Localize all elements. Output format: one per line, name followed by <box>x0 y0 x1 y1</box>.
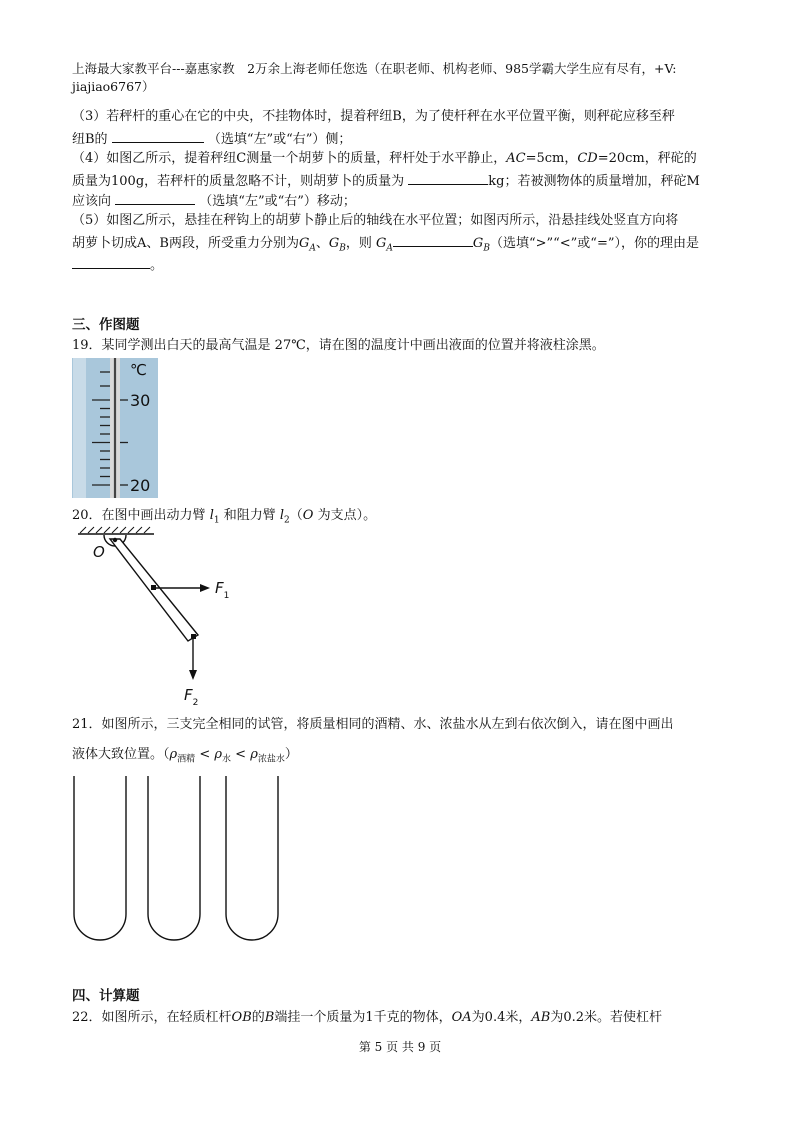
q18-text: 应该向 <box>72 194 112 209</box>
q18-text: =20cm，秤砣的 <box>597 151 697 166</box>
pivot-label: O <box>93 543 105 561</box>
q18-sub: B <box>339 243 346 254</box>
q20-text: （ <box>289 508 303 523</box>
q20-var: l <box>279 508 285 523</box>
q22-text: 为0.4米， <box>471 1010 532 1025</box>
rho-sub: 酒精 <box>177 754 196 765</box>
pivot-point[interactable] <box>113 538 117 542</box>
ceiling-hatch <box>80 527 150 533</box>
q18-sub: A <box>309 243 316 254</box>
scale-label-top: 30 <box>130 391 151 410</box>
page-header-line1: 上海最大家教平台---嘉惠家教 2万余上海老师任您选（在职老师、机构老师、985学霸大学生应有尽有，+V: <box>72 61 677 76</box>
answer-blank[interactable] <box>393 232 473 247</box>
q22-var: B <box>264 1010 275 1025</box>
q22-text: 为0.2米。若使杠杆 <box>550 1010 662 1025</box>
q18-part4-line3 <box>72 190 730 211</box>
q22-text: 的 <box>251 1010 265 1025</box>
answer-blank[interactable] <box>72 254 150 269</box>
q18-sub: A <box>386 243 393 254</box>
q18-text: =5cm， <box>525 151 578 166</box>
q20-text: 20．在图中画出动力臂 <box>72 508 210 523</box>
question-22 <box>72 1009 730 1027</box>
question-21-line2 <box>72 746 730 769</box>
q18-var: G <box>298 236 310 251</box>
q22-var: AB <box>531 1010 551 1025</box>
test-tubes-figure <box>72 776 292 944</box>
q20-text: 和阻力臂 <box>219 508 280 523</box>
q18-part5-line3 <box>72 254 730 275</box>
q20-var: O <box>302 508 314 523</box>
question-21-line1: 21．如图所示，三支完全相同的试管，将质量相同的酒精、水、浓盐水从左到右依次倒入，请在图中画出 <box>72 717 674 732</box>
section-title: 四、计算题 <box>72 988 140 1004</box>
force1-arrowhead <box>200 584 210 592</box>
q18-text: ，则 <box>345 236 372 251</box>
q22-text: 端挂一个质量为1千克的物体， <box>274 1010 452 1025</box>
scale-label-bottom: 20 <box>130 476 151 495</box>
rho-sub: 水 <box>222 754 232 765</box>
force2-label: $F_2$ <box>184 686 199 708</box>
q22-var: OA <box>451 1010 472 1025</box>
q18-text: （4）如图乙所示，提着秤纽C测量一个胡萝卜的质量，秤杆处于水平静止， <box>72 151 507 166</box>
q18-sub: B <box>483 243 490 254</box>
test-tube-brine[interactable] <box>226 776 278 940</box>
less-than: < <box>195 747 215 762</box>
unit-label: ℃ <box>130 361 147 379</box>
force1-label: $F_1$ <box>215 579 230 601</box>
q18-var: G <box>328 236 340 251</box>
answer-blank[interactable] <box>115 190 195 205</box>
test-tube-alcohol[interactable] <box>74 776 126 940</box>
q18-var: AC <box>506 151 526 166</box>
section-title: 三、作图题 <box>72 317 140 333</box>
q20-text: 为支点）。 <box>313 508 377 523</box>
q18-part3-text: （选填“左”或“右”）侧； <box>207 132 352 147</box>
q18-text: 、 <box>315 236 329 251</box>
page-header-line2: jiajiao6767） <box>72 79 155 94</box>
q18-text: kg；若被测物体的质量增加，秤砣M <box>488 174 700 189</box>
q18-text: 胡萝卜切成A、B两段，所受重力分别为 <box>72 236 299 251</box>
test-tube-water[interactable] <box>148 776 200 940</box>
rho-symbol: ρ <box>169 747 178 762</box>
q21-text: ） <box>284 747 298 762</box>
question-19: 19．某同学测出白天的最高气温是 27℃，请在图的温度计中画出液面的位置并将液柱涂黑。 <box>72 338 605 353</box>
thermometer-edge <box>73 358 86 498</box>
q22-text: 22．如图所示，在轻质杠杆 <box>72 1010 232 1025</box>
q18-var: G <box>472 236 484 251</box>
q18-part4-line2 <box>72 170 730 191</box>
thermometer-figure <box>72 358 158 498</box>
rho-symbol: ρ <box>214 747 223 762</box>
q18-text: 。 <box>150 258 164 273</box>
q18-var: CD <box>577 151 598 166</box>
q22-var: OB <box>231 1010 252 1025</box>
lever-figure <box>72 526 252 708</box>
q18-part3-text: 纽B的 <box>72 132 108 147</box>
q18-part4-line1 <box>72 150 730 168</box>
answer-blank[interactable] <box>408 170 488 185</box>
q18-var: G <box>376 236 387 251</box>
q18-part3-line2 <box>72 128 730 149</box>
q20-var: l <box>209 508 214 523</box>
q20-sub: 2 <box>284 515 290 526</box>
q18-part3-line1: （3）若秤杆的重心在它的中央，不挂物体时，提着秤纽B，为了使杆秤在水平位置平衡，则秤砣应移至秤 <box>72 109 675 124</box>
q18-part5-line1: （5）如图乙所示，悬挂在秤钩上的胡萝卜静止后的轴线在水平位置；如图丙所示，沿悬挂线处竖直方向将 <box>72 213 679 228</box>
less-than: < <box>231 747 251 762</box>
page-footer: 第 5 页 共 9 页 <box>358 1040 442 1054</box>
rho-sub: 浓盐水 <box>257 754 285 765</box>
q21-text: 液体大致位置。（ <box>72 747 170 762</box>
force2-arrowhead <box>189 670 197 680</box>
rho-symbol: ρ <box>250 747 258 762</box>
q18-text: （选填“>”“<”或“=”），你的理由是 <box>489 236 699 251</box>
q18-text: （选填“左”或“右”）移动； <box>199 194 356 209</box>
q18-text: 质量为100g，若秤杆的质量忽略不计，则胡萝卜的质量为 <box>72 174 405 189</box>
answer-blank[interactable] <box>112 128 204 143</box>
q20-sub: 1 <box>213 515 220 526</box>
